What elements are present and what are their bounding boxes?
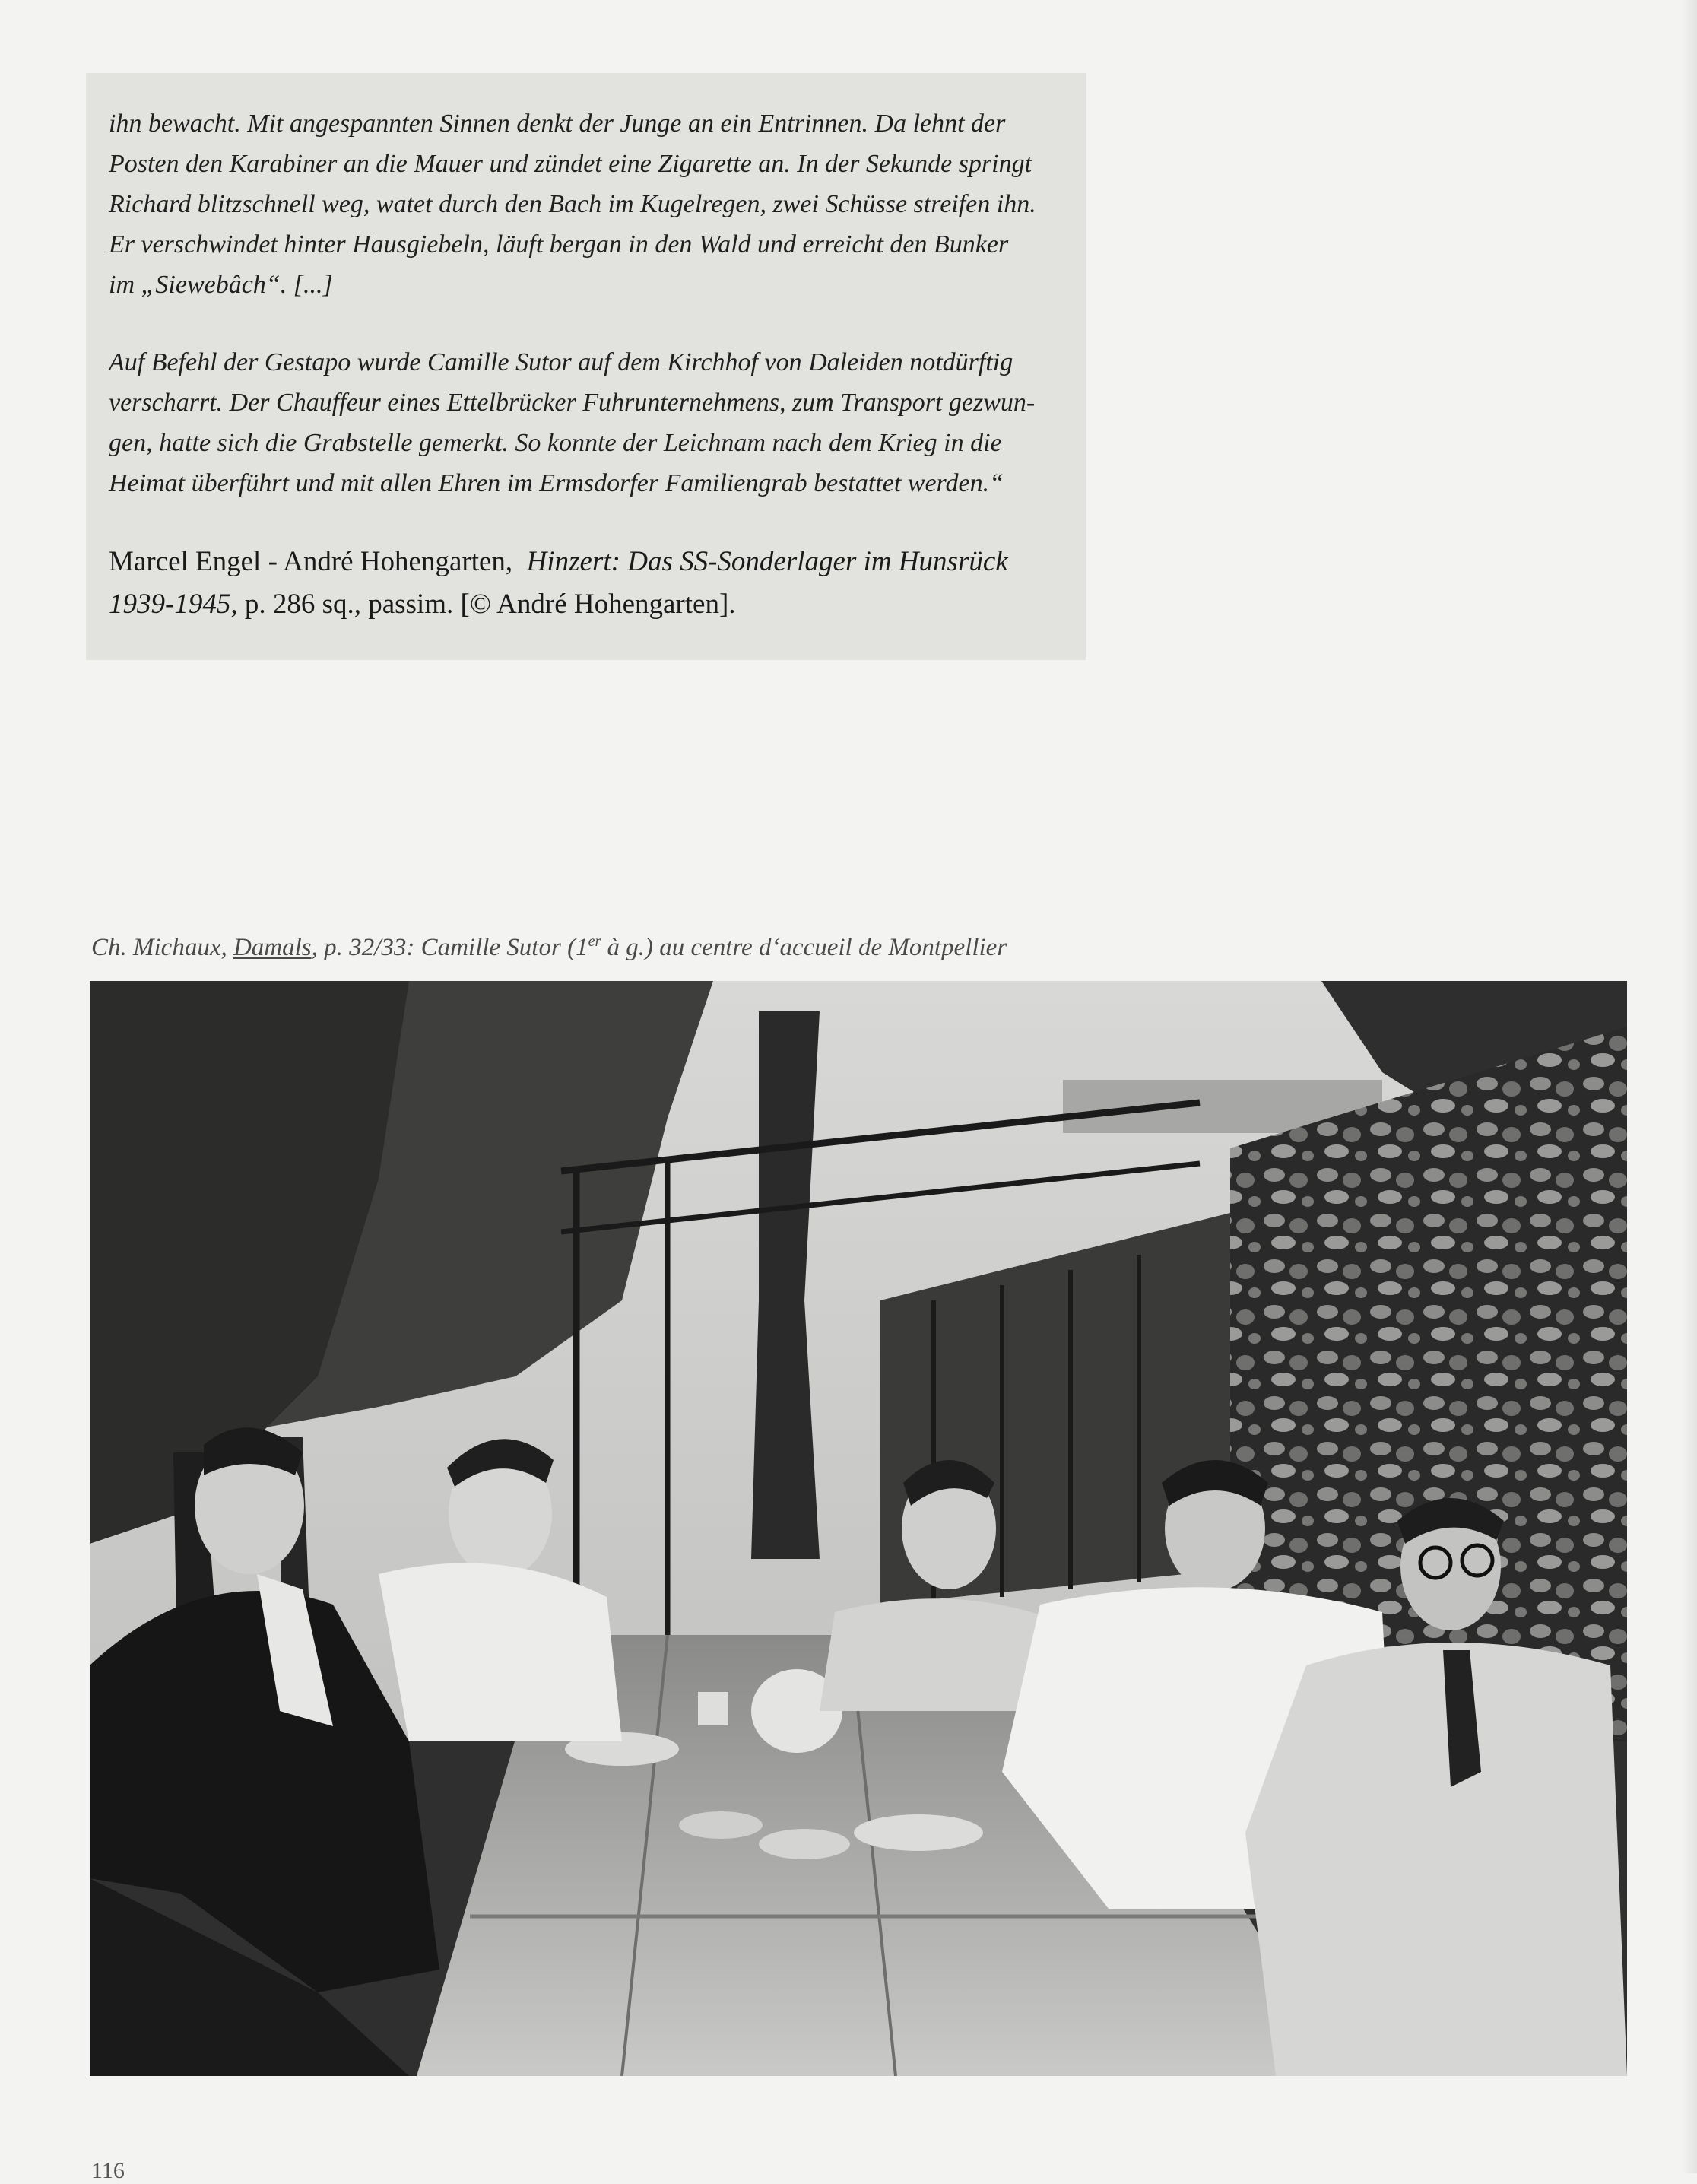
page-edge bbox=[1682, 0, 1697, 2173]
caption-middle: , p. 32/33: Camille Sutor (1 bbox=[311, 934, 588, 961]
quote-paragraph-1 bbox=[109, 103, 1063, 305]
citation-years: 1939-1945 bbox=[109, 589, 231, 620]
citation-title: Hinzert: Das SS-Sonderlager im Hunsrück bbox=[526, 546, 1008, 577]
quote-line: im „Siewebâch“. [...] bbox=[109, 271, 333, 299]
quote-line: Heimat überführt und mit allen Ehren im Ermsdorfer Familiengrab bestattet werden.“ bbox=[109, 469, 1004, 497]
citation bbox=[109, 541, 1063, 626]
quote-paragraph-2 bbox=[109, 342, 1063, 503]
caption-superscript: er bbox=[588, 933, 601, 950]
page-number: 116 bbox=[91, 2158, 125, 2183]
quote-line: ihn bewacht. Mit angespannten Sinnen denkt der Junge an ein Entrinnen. Da lehnt der bbox=[109, 110, 1006, 138]
caption-prefix: Ch. Michaux, bbox=[91, 934, 233, 961]
quote-line: Richard blitzschnell weg, watet durch den Bach im Kugelregen, zwei Schüsse streifen ihn. bbox=[109, 190, 1036, 218]
quote-box bbox=[86, 73, 1086, 660]
quote-line: gen, hatte sich die Grabstelle gemerkt. So konnte der Leichnam nach dem Krieg in die bbox=[109, 429, 1002, 457]
group-photograph bbox=[90, 981, 1627, 2076]
quote-line: Auf Befehl der Gestapo wurde Camille Sutor auf dem Kirchhof von Daleiden notdürftig bbox=[109, 348, 1013, 376]
caption-book-title: Damals bbox=[233, 934, 312, 961]
citation-authors: Marcel Engel - André Hohengarten, bbox=[109, 546, 513, 577]
quote-line: Er verschwindet hinter Hausgiebeln, läuft bergan in den Wald und erreicht den Bunker bbox=[109, 230, 1009, 259]
quote-line: verscharrt. Der Chauffeur eines Ettelbrücker Fuhrunternehmens, zum Transport gezwun- bbox=[109, 389, 1036, 417]
photo-caption bbox=[91, 926, 1102, 963]
citation-rest: , p. 286 sq., passim. [© André Hohengarten]. bbox=[230, 589, 736, 620]
quote-line: Posten den Karabiner an die Mauer und zündet eine Zigarette an. In der Sekunde springt bbox=[109, 150, 1032, 178]
caption-suffix: à g.) au centre d‘accueil de Montpellier bbox=[601, 934, 1007, 961]
